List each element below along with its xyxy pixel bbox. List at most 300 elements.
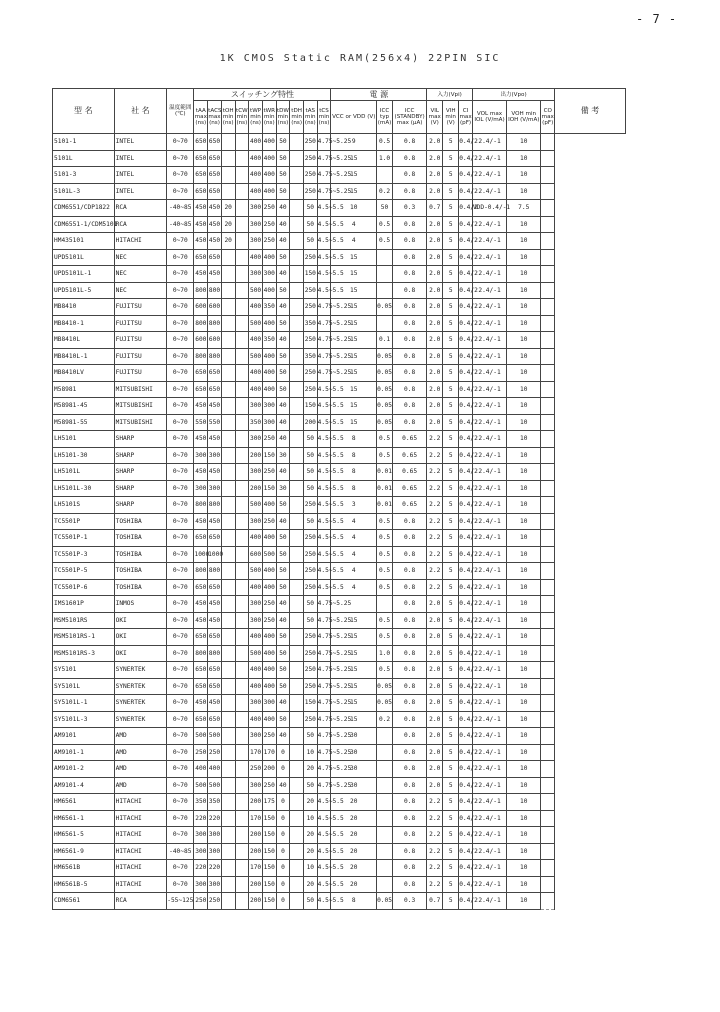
remarks-cell xyxy=(541,876,555,893)
table-cell: 4.5~5.5 xyxy=(317,447,331,464)
table-cell: 2.2 xyxy=(427,464,443,481)
table-cell: 0.05 xyxy=(377,678,393,695)
table-cell: 0.4/2 xyxy=(459,810,473,827)
table-cell: 40 xyxy=(276,695,290,712)
table-cell: 800 xyxy=(194,563,208,580)
table-cell: 0.8 xyxy=(393,134,427,151)
table-cell: 0.4/2 xyxy=(459,414,473,431)
table-cell: 400 xyxy=(249,579,263,596)
table-cell: 50 xyxy=(303,513,317,530)
table-cell: 50 xyxy=(276,678,290,695)
table-cell xyxy=(377,777,393,794)
table-cell: 4.75~5.25 xyxy=(317,167,331,184)
table-cell: 650 xyxy=(208,134,222,151)
table-cell: 2.0 xyxy=(427,662,443,679)
table-cell: 0.8 xyxy=(393,678,427,695)
table-cell: 5 xyxy=(443,860,459,877)
remarks-cell xyxy=(541,546,555,563)
table-cell: 400 xyxy=(262,678,276,695)
table-cell: 10 xyxy=(507,596,541,613)
table-cell: 0.4/2 xyxy=(459,134,473,151)
table-cell xyxy=(290,827,304,844)
table-row xyxy=(53,282,626,299)
remarks-cell xyxy=(541,431,555,448)
maker-cell: SHARP xyxy=(114,497,166,514)
table-cell: 10 xyxy=(507,513,541,530)
table-cell: 2.0 xyxy=(427,645,443,662)
table-cell: 300 xyxy=(194,876,208,893)
table-cell: 400 xyxy=(262,645,276,662)
table-cell: 250 xyxy=(303,711,317,728)
table-cell xyxy=(377,827,393,844)
table-cell: 15 xyxy=(331,645,377,662)
table-cell: 4.75~5.25 xyxy=(317,728,331,745)
table-cell xyxy=(235,810,249,827)
model-cell: MB8410L xyxy=(53,332,115,349)
table-cell xyxy=(235,266,249,283)
table-cell: 2.0 xyxy=(427,711,443,728)
table-cell: 450 xyxy=(208,266,222,283)
table-cell: 400 xyxy=(262,348,276,365)
maker-cell: TOSHIBA xyxy=(114,546,166,563)
table-cell: 2.4/-1 xyxy=(472,827,506,844)
table-row xyxy=(53,629,626,646)
table-cell: 0.65 xyxy=(393,431,427,448)
table-cell: 250 xyxy=(262,200,276,217)
table-cell: 0.05 xyxy=(377,299,393,316)
table-cell: 800 xyxy=(208,645,222,662)
model-cell: MB8410 xyxy=(53,299,115,316)
table-cell: 650 xyxy=(194,530,208,547)
table-cell: 40 xyxy=(276,513,290,530)
table-cell: 4.75~5.25 xyxy=(317,629,331,646)
table-cell: 300 xyxy=(249,777,263,794)
table-cell: 0.5 xyxy=(377,546,393,563)
table-cell: 4.75~5.25 xyxy=(317,645,331,662)
table-cell: 2.4/-1 xyxy=(472,744,506,761)
table-cell: 2.4/-1 xyxy=(472,777,506,794)
table-cell: 2.4/-1 xyxy=(472,315,506,332)
maker-cell: FUJITSU xyxy=(114,332,166,349)
table-cell xyxy=(221,464,235,481)
maker-cell: TOSHIBA xyxy=(114,513,166,530)
table-cell: 350 xyxy=(194,794,208,811)
table-cell: 300 xyxy=(194,447,208,464)
table-cell: 5 xyxy=(443,282,459,299)
table-cell: 0.8 xyxy=(393,513,427,530)
table-cell: 2.2 xyxy=(427,530,443,547)
table-cell: 8 xyxy=(331,480,377,497)
table-cell xyxy=(290,150,304,167)
remarks-cell xyxy=(541,183,555,200)
table-cell: 0~70 xyxy=(167,794,194,811)
table-cell: 650 xyxy=(208,530,222,547)
table-cell: 2.4/-1 xyxy=(472,299,506,316)
table-cell: 4 xyxy=(331,546,377,563)
table-cell xyxy=(290,282,304,299)
table-cell: 650 xyxy=(194,381,208,398)
table-cell: 450 xyxy=(208,695,222,712)
table-cell: 250 xyxy=(262,728,276,745)
model-cell: SY5101L xyxy=(53,678,115,695)
model-cell: 5101L-3 xyxy=(53,183,115,200)
remarks-cell xyxy=(541,645,555,662)
table-cell: 30 xyxy=(331,728,377,745)
table-cell xyxy=(235,480,249,497)
table-cell xyxy=(221,645,235,662)
subheader-cell: ICC (STANDBY) max (μA) xyxy=(393,101,427,134)
table-cell: 450 xyxy=(194,216,208,233)
table-cell: 250 xyxy=(303,249,317,266)
table-cell xyxy=(221,629,235,646)
table-cell: 650 xyxy=(208,711,222,728)
table-cell: 400 xyxy=(262,282,276,299)
table-cell: 200 xyxy=(249,876,263,893)
table-cell: 0~70 xyxy=(167,398,194,415)
table-cell xyxy=(377,810,393,827)
table-cell: 40 xyxy=(276,233,290,250)
table-cell: 4 xyxy=(331,233,377,250)
table-cell xyxy=(290,365,304,382)
table-cell: 0~70 xyxy=(167,761,194,778)
table-cell xyxy=(235,629,249,646)
table-cell: 10 xyxy=(507,530,541,547)
table-cell: 0.8 xyxy=(393,315,427,332)
table-cell: 10 xyxy=(303,860,317,877)
table-cell: 250 xyxy=(303,629,317,646)
remarks-cell xyxy=(541,579,555,596)
table-cell: 2.0 xyxy=(427,744,443,761)
table-cell xyxy=(377,249,393,266)
model-cell: TC5501P-6 xyxy=(53,579,115,596)
remarks-cell xyxy=(541,596,555,613)
table-cell: 650 xyxy=(208,662,222,679)
table-cell xyxy=(377,315,393,332)
table-cell: 550 xyxy=(194,414,208,431)
table-cell xyxy=(290,266,304,283)
table-cell xyxy=(235,645,249,662)
table-cell xyxy=(221,777,235,794)
table-cell: 0.8 xyxy=(393,794,427,811)
model-cell: SY5101L-3 xyxy=(53,711,115,728)
table-cell: 300 xyxy=(208,843,222,860)
table-cell: 2.4/-1 xyxy=(472,348,506,365)
table-cell: 0.05 xyxy=(377,893,393,910)
table-cell xyxy=(235,513,249,530)
table-cell xyxy=(221,761,235,778)
table-cell xyxy=(377,761,393,778)
table-cell: 0~70 xyxy=(167,546,194,563)
table-cell: 50 xyxy=(276,348,290,365)
model-cell: M58981-45 xyxy=(53,398,115,415)
table-cell: 4.5~5.5 xyxy=(317,200,331,217)
table-cell: 4.75~5.25 xyxy=(317,662,331,679)
table-row xyxy=(53,167,626,184)
table-cell: 300 xyxy=(262,695,276,712)
table-cell xyxy=(221,414,235,431)
table-cell: 0.05 xyxy=(377,398,393,415)
table-row xyxy=(53,612,626,629)
table-cell: 20 xyxy=(331,843,377,860)
table-cell: 0.3 xyxy=(393,893,427,910)
table-cell: 5 xyxy=(443,431,459,448)
table-cell: 0~70 xyxy=(167,134,194,151)
table-cell xyxy=(221,563,235,580)
table-cell: 2.4/-1 xyxy=(472,893,506,910)
table-cell: 600 xyxy=(208,299,222,316)
table-cell: 220 xyxy=(194,810,208,827)
table-cell: 50 xyxy=(276,711,290,728)
table-cell xyxy=(221,843,235,860)
table-cell: 15 xyxy=(331,612,377,629)
table-cell: 150 xyxy=(262,447,276,464)
table-cell: 10 xyxy=(507,612,541,629)
table-cell: 0~70 xyxy=(167,249,194,266)
table-cell: 10 xyxy=(507,431,541,448)
table-cell: 15 xyxy=(331,315,377,332)
table-cell: 600 xyxy=(249,546,263,563)
maker-cell: NEC xyxy=(114,282,166,299)
table-cell xyxy=(221,810,235,827)
remarks-cell xyxy=(541,513,555,530)
table-cell: 0.8 xyxy=(393,843,427,860)
table-cell: 5 xyxy=(443,843,459,860)
table-body xyxy=(53,134,626,910)
table-cell: 400 xyxy=(249,134,263,151)
table-cell: 5 xyxy=(443,728,459,745)
table-cell: 4.5~5.5 xyxy=(317,860,331,877)
table-row xyxy=(53,315,626,332)
table-cell: 170 xyxy=(262,744,276,761)
table-cell: 2.4/-1 xyxy=(472,282,506,299)
model-cell: MSM5101RS xyxy=(53,612,115,629)
table-cell: 650 xyxy=(208,365,222,382)
table-cell: 220 xyxy=(194,860,208,877)
table-cell: 4.5~5.5 xyxy=(317,249,331,266)
table-cell: 0.4/2 xyxy=(459,497,473,514)
table-cell: 500 xyxy=(208,728,222,745)
table-cell: 0~70 xyxy=(167,860,194,877)
table-cell: 400 xyxy=(262,662,276,679)
table-cell: 20 xyxy=(303,794,317,811)
table-cell xyxy=(290,629,304,646)
table-cell: 0.7 xyxy=(427,893,443,910)
table-cell: 50 xyxy=(303,612,317,629)
table-cell: 450 xyxy=(208,200,222,217)
table-cell: 40 xyxy=(276,216,290,233)
table-cell: 650 xyxy=(208,678,222,695)
table-cell: 0.4/2 xyxy=(459,579,473,596)
table-cell: 0.8 xyxy=(393,249,427,266)
table-cell: 10 xyxy=(507,843,541,860)
table-cell: 0.8 xyxy=(393,645,427,662)
table-cell: 20 xyxy=(331,827,377,844)
table-cell: 5 xyxy=(443,447,459,464)
header-input: 入力(Vpi) xyxy=(427,89,473,101)
table-cell: 5 xyxy=(443,596,459,613)
table-cell: 0~70 xyxy=(167,365,194,382)
table-cell: 250 xyxy=(303,332,317,349)
table-cell: 15 xyxy=(331,711,377,728)
model-cell: UPD5101L-1 xyxy=(53,266,115,283)
table-row xyxy=(53,744,626,761)
model-cell: MB8410-1 xyxy=(53,315,115,332)
table-cell: 4.75~5.25 xyxy=(317,711,331,728)
table-cell xyxy=(290,315,304,332)
table-cell xyxy=(221,728,235,745)
remarks-cell xyxy=(541,282,555,299)
table-cell: 50 xyxy=(276,629,290,646)
table-cell xyxy=(290,348,304,365)
table-cell: 650 xyxy=(194,365,208,382)
table-row xyxy=(53,348,626,365)
table-cell: 10 xyxy=(507,266,541,283)
table-cell: 4.5~5.5 xyxy=(317,794,331,811)
table-cell: 300 xyxy=(249,200,263,217)
remarks-cell xyxy=(541,365,555,382)
table-cell: 2.0 xyxy=(427,414,443,431)
table-cell: 0.4/2 xyxy=(459,843,473,860)
table-cell: 350 xyxy=(262,332,276,349)
table-cell: 2.2 xyxy=(427,843,443,860)
table-cell: 10 xyxy=(507,183,541,200)
table-cell: 10 xyxy=(303,744,317,761)
table-cell: 50 xyxy=(276,645,290,662)
table-cell: 400 xyxy=(249,183,263,200)
table-cell: 2.0 xyxy=(427,728,443,745)
model-cell: MB8410LV xyxy=(53,365,115,382)
remarks-cell xyxy=(541,629,555,646)
table-cell: 20 xyxy=(303,876,317,893)
table-cell: 4.75~5.25 xyxy=(317,678,331,695)
table-cell: 400 xyxy=(262,365,276,382)
table-cell: 500 xyxy=(249,282,263,299)
subheader-cell: tDH min (ns) xyxy=(290,101,304,134)
table-cell: 800 xyxy=(194,497,208,514)
table-cell: 15 xyxy=(331,695,377,712)
table-cell: 20 xyxy=(303,843,317,860)
table-cell xyxy=(290,381,304,398)
table-cell: 10 xyxy=(507,794,541,811)
table-row xyxy=(53,794,626,811)
table-cell: 15 xyxy=(331,249,377,266)
table-cell: 4.5~5.5 xyxy=(317,843,331,860)
table-cell: 300 xyxy=(249,431,263,448)
table-cell: 2.4/-1 xyxy=(472,530,506,547)
table-row xyxy=(53,365,626,382)
table-cell xyxy=(290,761,304,778)
table-cell: 0.4/2 xyxy=(459,612,473,629)
table-cell: 400 xyxy=(262,183,276,200)
table-cell: 0.4/2 xyxy=(459,200,473,217)
table-cell: 0~70 xyxy=(167,150,194,167)
table-cell: 10 xyxy=(507,167,541,184)
table-cell: 0 xyxy=(276,827,290,844)
table-cell: 0.4/2 xyxy=(459,266,473,283)
table-cell: 2.4/-1 xyxy=(472,843,506,860)
table-cell: 4.5~5.5 xyxy=(317,563,331,580)
table-cell: 15 xyxy=(331,266,377,283)
table-cell: 300 xyxy=(249,398,263,415)
table-cell: 2.4/-1 xyxy=(472,249,506,266)
table-cell xyxy=(221,315,235,332)
table-cell: 250 xyxy=(303,299,317,316)
table-cell: 4.75~5.25 xyxy=(317,315,331,332)
subheader-cell: CO max (pF) xyxy=(541,101,555,134)
table-cell: 50 xyxy=(276,167,290,184)
table-row xyxy=(53,200,626,217)
table-cell xyxy=(235,150,249,167)
table-cell: 0.8 xyxy=(393,761,427,778)
table-cell: 2.0 xyxy=(427,777,443,794)
table-cell: 2.4/-1 xyxy=(472,662,506,679)
table-cell: 4.75~5.25 xyxy=(317,761,331,778)
table-cell: 5 xyxy=(443,777,459,794)
maker-cell: TOSHIBA xyxy=(114,563,166,580)
table-cell: 4.5~5.5 xyxy=(317,431,331,448)
table-cell: VDD-0.4/-1 xyxy=(472,200,506,217)
table-row xyxy=(53,266,626,283)
table-cell: 2.2 xyxy=(427,546,443,563)
table-cell: 650 xyxy=(194,579,208,596)
table-cell: 4.75~5.25 xyxy=(317,150,331,167)
table-cell: 2.0 xyxy=(427,216,443,233)
table-cell: 0.4/2 xyxy=(459,183,473,200)
table-cell: 2.0 xyxy=(427,150,443,167)
table-cell: 0.4/2 xyxy=(459,150,473,167)
table-cell: 0~70 xyxy=(167,183,194,200)
table-row xyxy=(53,662,626,679)
remarks-cell xyxy=(541,695,555,712)
table-cell: 0~70 xyxy=(167,282,194,299)
table-cell: 0.4/2 xyxy=(459,761,473,778)
table-row xyxy=(53,381,626,398)
table-cell xyxy=(290,777,304,794)
table-cell: 2.4/-1 xyxy=(472,645,506,662)
table-cell xyxy=(290,414,304,431)
table-cell xyxy=(221,497,235,514)
model-cell: M58981-55 xyxy=(53,414,115,431)
table-cell: 0.4/2 xyxy=(459,876,473,893)
table-cell: 250 xyxy=(303,563,317,580)
maker-cell: SHARP xyxy=(114,447,166,464)
table-cell: 5 xyxy=(443,761,459,778)
table-cell: 0.5 xyxy=(377,629,393,646)
table-cell: 0.2 xyxy=(377,183,393,200)
subheader-cell: tAS min (ns) xyxy=(303,101,317,134)
table-cell: 0.8 xyxy=(393,546,427,563)
model-cell: HM6561 xyxy=(53,794,115,811)
table-cell: 30 xyxy=(331,761,377,778)
model-cell: LH5101S xyxy=(53,497,115,514)
table-cell xyxy=(377,728,393,745)
table-cell: 0.8 xyxy=(393,530,427,547)
remarks-cell xyxy=(541,744,555,761)
table-cell: 250 xyxy=(303,167,317,184)
table-cell: 0.01 xyxy=(377,480,393,497)
table-cell: 400 xyxy=(249,711,263,728)
table-cell: 50 xyxy=(276,497,290,514)
table-cell: 2.0 xyxy=(427,134,443,151)
table-cell: 0.5 xyxy=(377,563,393,580)
table-cell xyxy=(221,860,235,877)
table-cell: 400 xyxy=(262,530,276,547)
table-cell: 400 xyxy=(194,761,208,778)
table-cell: 0.1 xyxy=(377,332,393,349)
table-cell: 500 xyxy=(194,777,208,794)
table-row xyxy=(53,398,626,415)
table-cell: 300 xyxy=(249,216,263,233)
